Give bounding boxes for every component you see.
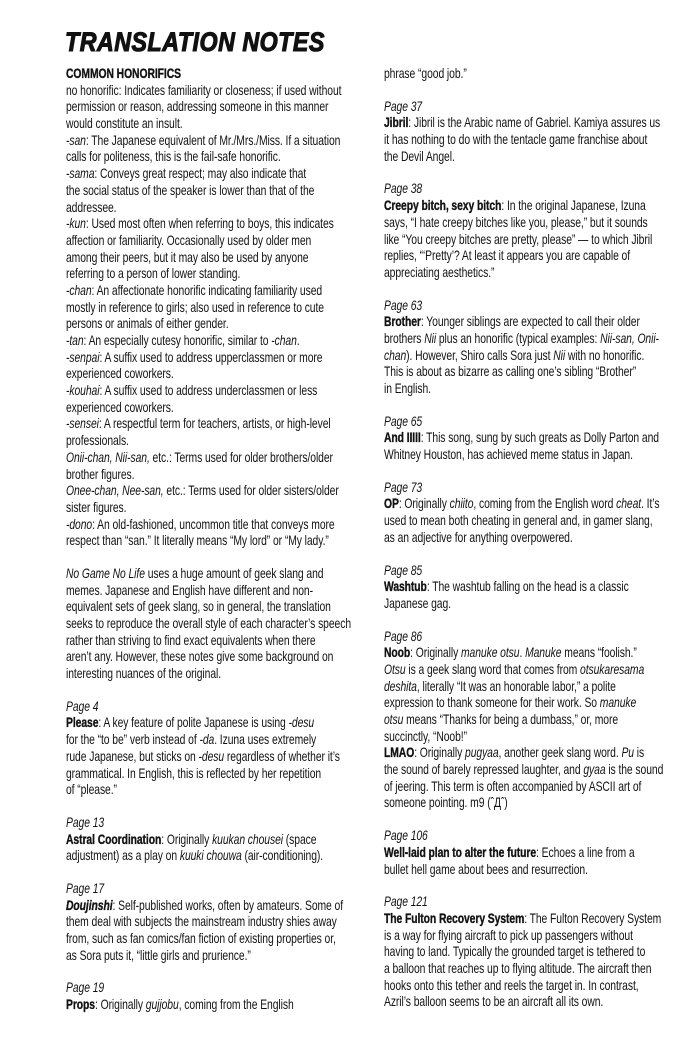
text-segment: Props [66, 997, 95, 1013]
text-segment: a balloon that reaches up to flying altitude. The aircraft then [384, 960, 652, 976]
text-segment: Otsu [384, 661, 406, 677]
text-line [66, 450, 394, 467]
text-segment: : In the original Japanese, Izuna [501, 198, 646, 214]
text-segment: the sound of barely repressed laughter, and [384, 762, 584, 778]
text-segment: equivalent sets of geek slang, so in general, the translation [66, 599, 331, 615]
text-segment: professionals. [66, 433, 129, 449]
text-line [384, 99, 700, 116]
text-segment: replies, “‘Pretty’? At least it appears you are capable of [384, 248, 631, 264]
text-line [66, 699, 394, 716]
text-line [66, 616, 394, 633]
text-line [384, 712, 700, 729]
text-line [384, 314, 700, 331]
text-segment: brother figures. [66, 466, 135, 482]
text-segment: rather than striving to find exact equivalents when there [66, 632, 316, 648]
text-segment: : An affectionate honorific indicating familiarity used [91, 282, 323, 298]
text-line [384, 430, 700, 447]
text-segment: interesting nuances of the original. [66, 666, 222, 682]
text-segment: COMMON HONORIFICS [66, 66, 181, 81]
text-block [384, 181, 700, 281]
text-segment: in English. [384, 381, 431, 396]
page-title: TRANSLATION NOTES [65, 27, 325, 57]
text-segment: rude Japanese, but sticks on [66, 748, 199, 764]
text-segment: Page 13 [66, 814, 105, 830]
text-line [384, 381, 700, 398]
text-line [66, 233, 394, 250]
text-line [66, 83, 394, 100]
text-segment: uses a huge amount of geek slang and [144, 565, 324, 581]
text-segment: persons or animals of either gender. [66, 316, 229, 332]
text-segment: : Echoes a line from a [536, 844, 635, 860]
text-segment: is the sound [605, 762, 664, 778]
text-line [384, 181, 700, 198]
text-segment: appreciating aesthetics.” [384, 264, 495, 280]
text-segment: Nii-san, Onii- [600, 330, 659, 346]
text-segment: : Originally [161, 831, 213, 847]
text-line [384, 596, 700, 613]
right-column [384, 66, 700, 1011]
text-block [384, 414, 700, 464]
text-segment: of jeering. This term is often accompanied by ASCII art of [384, 778, 642, 794]
text-block [66, 566, 394, 683]
text-segment: -dono [66, 516, 93, 532]
text-segment: chan [384, 347, 407, 363]
text-segment: This is about as bizarre as calling one’s sibling “Brother” [384, 364, 637, 380]
text-line [66, 483, 394, 500]
text-line [66, 200, 394, 217]
text-segment: Page 37 [384, 98, 423, 114]
text-line [66, 732, 394, 749]
text-segment: -chan [66, 282, 92, 298]
text-segment: : Younger siblings are expected to call their older [420, 314, 640, 330]
text-line [384, 132, 700, 149]
text-line [384, 695, 700, 712]
text-segment: -desu [198, 748, 225, 764]
text-line [384, 779, 700, 796]
text-block [384, 66, 700, 83]
text-segment: Page 65 [384, 413, 423, 429]
text-line [384, 629, 700, 646]
text-segment: is a geek slang word that comes from [405, 661, 581, 677]
text-line [66, 749, 394, 766]
text-line [384, 232, 700, 249]
text-line [384, 961, 700, 978]
text-line [66, 666, 394, 683]
text-segment: from, such as fan comics/fan fiction of existing properties or, [66, 931, 336, 946]
text-line [66, 133, 394, 150]
text-segment: : Originally [410, 645, 461, 661]
text-segment: Azril’s balloon seems to be an aircraft all its own. [384, 994, 604, 1010]
text-block [66, 980, 394, 1013]
text-line [384, 679, 700, 696]
text-line [66, 416, 394, 433]
text-segment: Jibril [384, 115, 409, 131]
text-segment: like “You creepy bitches are pretty, please” — to which Jibril [384, 231, 653, 247]
text-segment: Doujinshi [66, 897, 113, 913]
text-segment: Japanese gag. [384, 595, 451, 611]
text-segment: expression to thank someone for their work. So [384, 695, 600, 711]
text-segment: Page 4 [66, 698, 99, 714]
text-line [66, 316, 394, 333]
text-segment: kuuki chouwa [179, 848, 242, 864]
text-segment: Washtub [384, 579, 427, 595]
text-line [384, 115, 700, 132]
text-line [66, 997, 394, 1014]
text-segment: of “please.” [66, 782, 117, 798]
text-segment: deshita [384, 678, 417, 694]
text-segment: Pu [621, 745, 634, 761]
text-segment: : Originally [94, 997, 146, 1013]
text-segment: no honorific: Indicates familiarity or closeness; if used without [66, 82, 342, 98]
text-line [384, 795, 700, 812]
text-segment: as Sora puts it, “little girls and prurience.” [66, 947, 251, 963]
text-segment: Nii [424, 330, 437, 346]
text-segment: -kun [66, 216, 86, 232]
text-segment: : Used most often when referring to boys, this indicates [85, 216, 334, 232]
text-segment: Page 17 [66, 880, 105, 896]
text-segment: among their peers, but it may also be used by anyone [66, 249, 309, 265]
text-line [66, 216, 394, 233]
text-segment: (space [282, 831, 317, 847]
text-block [66, 699, 394, 799]
text-block [384, 894, 700, 1011]
text-line [66, 848, 394, 865]
text-segment: : An especially cutesy honorific, similar to [83, 333, 272, 348]
text-segment: bullet hell game about bees and resurrection. [384, 861, 588, 877]
text-line [66, 283, 394, 300]
text-segment: experienced coworkers. [66, 399, 174, 415]
text-segment: is [633, 745, 645, 761]
text-segment: : The washtub falling on the head is a classic [426, 579, 629, 595]
text-segment: -da [199, 732, 215, 748]
left-column [66, 66, 394, 1014]
text-segment: : The Japanese equivalent of Mr./Mrs./Miss. If a situation [85, 132, 341, 148]
text-segment: : A key feature of polite Japanese is using [98, 715, 289, 731]
text-segment: referring to a person of lower standing. [66, 266, 241, 282]
text-segment: Page 19 [66, 980, 105, 996]
text-line [384, 530, 700, 547]
text-segment: Please [66, 715, 99, 731]
text-line [66, 914, 394, 931]
text-segment: as an adjective for anything overpowered. [384, 529, 573, 545]
text-line [66, 517, 394, 534]
text-segment: . Izuna uses extremely [214, 732, 317, 748]
text-segment: having to land. Typically the grounded target is tethered to [384, 944, 646, 960]
text-line [384, 978, 700, 995]
text-segment: chiito [449, 496, 474, 512]
text-line [66, 599, 394, 616]
text-segment: seeks to reproduce the overall style of each character’s speech [66, 616, 352, 631]
text-segment: No Game No Life [66, 565, 145, 581]
text-line [384, 480, 700, 497]
text-block [66, 66, 394, 550]
text-line [66, 333, 394, 350]
text-segment: sister figures. [66, 499, 127, 515]
text-line [384, 265, 700, 282]
text-line [66, 266, 394, 283]
text-line [384, 563, 700, 580]
text-segment: , literally “It was an honorable labor,” a polite [416, 678, 616, 694]
text-segment: otsukaresama [580, 661, 645, 677]
text-line [384, 862, 700, 879]
text-segment: : Conveys great respect; may also indicate that [94, 166, 307, 182]
text-line [66, 583, 394, 600]
text-line [384, 331, 700, 348]
text-line [384, 662, 700, 679]
text-segment: with no honorific. [565, 347, 645, 363]
text-segment: plus an honorific (typical examples: [436, 330, 601, 346]
text-segment: : Originally [414, 745, 466, 761]
text-line [66, 300, 394, 317]
text-segment: respect than “san.” It literally means “My lord” or “My lady.” [66, 533, 329, 549]
text-segment: gujjobu [145, 997, 179, 1013]
text-line [384, 994, 700, 1011]
text-line [384, 828, 700, 845]
text-line [66, 566, 394, 583]
text-segment: Astral Coordination [66, 831, 162, 847]
text-segment: Whitney Houston, has achieved meme status in Japan. [384, 447, 633, 463]
text-segment: Page 73 [384, 479, 423, 495]
text-segment: The Fulton Recovery System [384, 910, 525, 926]
text-segment: LMAO [384, 745, 415, 761]
text-block [66, 815, 394, 865]
text-segment: someone pointing. m9 (ˆДˆ) [384, 795, 508, 811]
text-segment: brothers [384, 330, 425, 346]
text-block [384, 563, 700, 613]
text-segment: Well-laid plan to alter the future [384, 844, 537, 860]
text-line [384, 762, 700, 779]
text-line [66, 948, 394, 965]
text-block [384, 298, 700, 398]
text-line [384, 845, 700, 862]
text-segment: : Jibril is the Arabic name of Gabriel. Kamiya assures us [408, 115, 661, 131]
text-line [384, 66, 700, 83]
text-segment: etc.: Terms used for older brothers/older [149, 449, 333, 465]
text-block [384, 828, 700, 878]
text-line [66, 350, 394, 367]
text-segment: for the “to be” verb instead of [66, 732, 200, 748]
text-segment: , coming from the English [178, 997, 294, 1013]
text-segment: experienced coworkers. [66, 366, 174, 382]
text-line [66, 931, 394, 948]
text-segment: the Devil Angel. [384, 148, 455, 164]
text-line [66, 633, 394, 650]
text-line [66, 250, 394, 267]
text-segment: regardless of whether it’s [224, 748, 340, 764]
text-segment: Noob [384, 645, 411, 661]
text-block [384, 629, 700, 813]
text-line [66, 116, 394, 133]
text-segment: etc.: Terms used for older sisters/older [163, 483, 339, 499]
text-line [384, 513, 700, 530]
text-segment: Onii-chan, Nii-san, [66, 449, 150, 465]
text-line [66, 898, 394, 915]
text-segment: means “foolish.” [561, 645, 637, 661]
text-segment: -chan [271, 333, 297, 348]
text-segment: . [519, 645, 526, 661]
text-segment: : This song, sung by such greats as Dolly Parton and [420, 430, 659, 446]
text-line [66, 467, 394, 484]
text-segment: hooks onto this tether and reels the target in. In contrast, [384, 977, 639, 993]
text-line [384, 215, 700, 232]
text-line [384, 298, 700, 315]
text-segment: , another geek slang word. [498, 745, 622, 761]
text-block [384, 480, 700, 547]
text-segment: is a way for flying aircraft to pick up passengers without [384, 927, 633, 943]
text-line [66, 433, 394, 450]
text-line [384, 348, 700, 365]
text-segment: mostly in reference to girls; also used in reference to cute [66, 299, 324, 315]
text-segment: the social status of the speaker is lower than that of the [66, 182, 315, 198]
text-segment: Page 85 [384, 562, 423, 578]
text-line [384, 745, 700, 762]
text-segment: Creepy bitch, sexy bitch [384, 198, 502, 214]
text-line [384, 911, 700, 928]
text-line [66, 366, 394, 383]
text-segment: kuukan chousei [212, 831, 283, 847]
text-line [384, 198, 700, 215]
text-segment: -senpai [66, 349, 100, 365]
text-segment: gyaa [583, 762, 606, 778]
text-line [384, 496, 700, 513]
text-line [66, 881, 394, 898]
text-segment: (air-conditioning). [241, 848, 324, 864]
text-segment: And IIIII [384, 430, 421, 446]
text-segment: adjustment) as a play on [66, 848, 180, 864]
text-block [66, 881, 394, 964]
text-segment: -tan [66, 333, 84, 348]
text-segment: Page 38 [384, 181, 423, 197]
text-line [66, 715, 394, 732]
text-line [384, 364, 700, 381]
text-segment: used to mean both cheating in general and, in gamer slang, [384, 513, 653, 529]
text-segment: : A respectful term for teachers, artists, or high-level [98, 416, 331, 432]
text-segment: affection or familiarity. Occasionally used by older men [66, 232, 312, 248]
text-segment: permission or reason, addressing someone in this manner [66, 99, 329, 115]
text-line [66, 980, 394, 997]
text-line [384, 729, 700, 746]
text-line [66, 400, 394, 417]
text-line [66, 782, 394, 799]
text-line [66, 66, 394, 83]
text-segment: OP [384, 496, 399, 512]
text-segment: ). However, Shiro calls Sora just [406, 347, 554, 363]
text-segment: aren’t any. However, these notes give some background on [66, 649, 334, 665]
text-line [66, 533, 394, 550]
text-segment: pugyaa [465, 745, 499, 761]
text-segment: . It’s [641, 496, 660, 512]
text-line [66, 815, 394, 832]
text-segment: : Self-published works, often by amateurs. Some of [112, 897, 344, 913]
text-line [66, 149, 394, 166]
text-line [66, 166, 394, 183]
text-line [384, 928, 700, 945]
text-line [384, 645, 700, 662]
text-line [66, 832, 394, 849]
text-segment: means “Thanks for being a dumbass,” or, more [403, 712, 619, 727]
text-segment: succinctly, “Noob!” [384, 728, 467, 744]
text-segment: them deal with subjects the mainstream industry shies away [66, 914, 337, 930]
text-segment: : The Fulton Recovery System [524, 910, 662, 926]
text-segment: addressee. [66, 199, 117, 215]
text-segment: memes. Japanese and English have different and non- [66, 582, 313, 598]
text-segment: calls for politeness, this is the fail-safe honorific. [66, 149, 281, 165]
text-line [66, 649, 394, 666]
text-line [384, 447, 700, 464]
text-segment: Manuke [525, 645, 562, 661]
text-segment: Page 63 [384, 297, 423, 313]
text-segment: -sama [66, 166, 95, 182]
text-line [384, 579, 700, 596]
text-segment: : An old-fashioned, uncommon title that conveys more [92, 516, 335, 532]
text-segment: cheat [616, 496, 642, 512]
text-segment: would constitute an insult. [66, 116, 183, 132]
text-line [384, 149, 700, 166]
text-segment: -sensei [66, 416, 99, 432]
text-segment: Page 86 [384, 628, 423, 644]
text-segment: : A suffix used to address upperclassmen or more [99, 349, 323, 365]
text-line [384, 894, 700, 911]
text-segment: Brother [384, 314, 421, 330]
text-line [66, 99, 394, 116]
text-segment: otsu [384, 712, 404, 727]
text-segment: Onee-chan, Nee-san, [66, 483, 164, 499]
text-block [384, 99, 700, 166]
text-line [384, 248, 700, 265]
text-segment: -san [66, 132, 86, 148]
text-segment: Nii [553, 347, 566, 363]
text-segment: -kouhai [66, 383, 100, 399]
text-segment: grammatical. In English, this is reflected by her repetition [66, 765, 322, 781]
text-line [66, 383, 394, 400]
text-segment: says, “I hate creepy bitches like you, please,” but it sounds [384, 214, 648, 230]
text-segment: it has nothing to do with the tentacle game franchise about [384, 132, 648, 148]
text-segment: phrase “good job.” [384, 66, 467, 81]
text-line [384, 414, 700, 431]
text-segment: Page 121 [384, 894, 428, 910]
text-line [384, 944, 700, 961]
text-segment: manuke [599, 695, 637, 711]
text-segment: : A suffix used to address underclassmen or less [99, 383, 318, 399]
text-line [66, 500, 394, 517]
text-segment: . [296, 333, 300, 348]
text-segment: , coming from the English word [473, 496, 617, 512]
text-segment: Page 106 [384, 828, 428, 844]
text-segment: : Originally [398, 496, 450, 512]
text-line [66, 766, 394, 783]
text-segment: manuke otsu [460, 645, 520, 661]
text-segment: -desu [288, 715, 315, 731]
text-line [66, 183, 394, 200]
